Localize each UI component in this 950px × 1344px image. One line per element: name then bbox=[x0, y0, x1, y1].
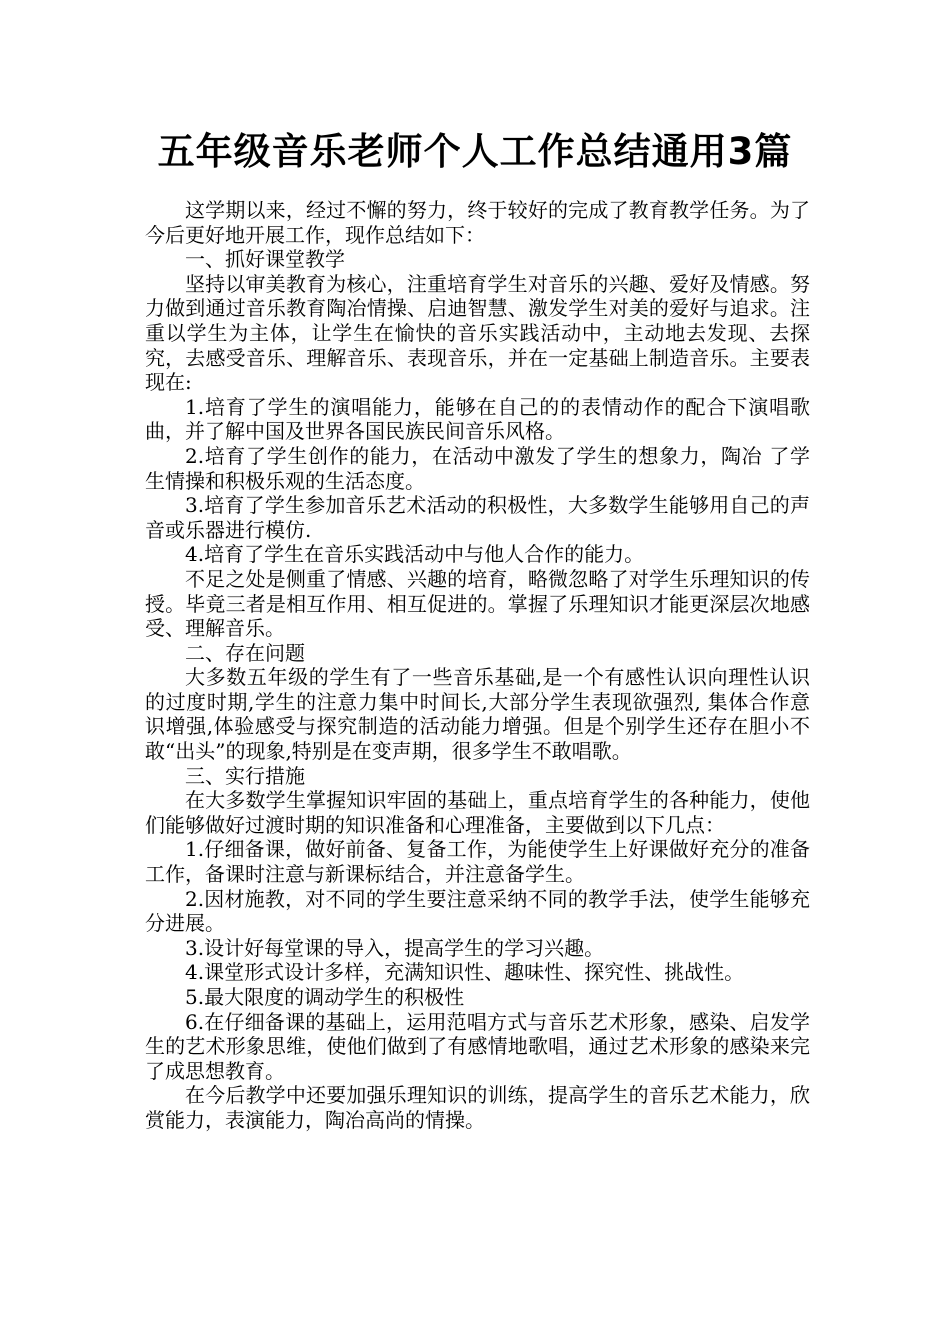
list-item-3-5: 5.最大限度的调动学生的积极性 bbox=[185, 985, 465, 1009]
paragraph-1: 坚持以审美教育为核心，注重培育学生对音乐的兴趣、爱好及情感。努力做到通过音乐教育陶冶情操、启迪智慧、激发学生对美的爱好与追求。注重以学生为主体，让学生在愉快的音乐实践活动中，主动地去发现、去探究，去感受音乐、理解音乐、表现音乐，并在一定基础上制造音乐。主要表现在: bbox=[145, 271, 810, 395]
paragraph-intro: 这学期以来，经过不懈的努力，终于较好的完成了教育教学任务。为了今后更好地开展工作，现作总结如下： bbox=[145, 198, 810, 247]
paragraph-conclusion: 在今后教学中还要加强乐理知识的训练，提高学生的音乐艺术能力，欣赏能力，表演能力，陶冶高尚的情操。 bbox=[145, 1083, 810, 1132]
section-heading-1: 一、抓好课堂教学 bbox=[185, 247, 345, 272]
list-item-3-2: 2.因材施教，对不同的学生要注意采纳不同的教学手法，使学生能够充分进展。 bbox=[145, 886, 810, 936]
list-item-3-1: 1.仔细备课，做好前备、复备工作，为能使学生上好课做好充分的准备工作，备课时注意与新课标结合，并注意备学生。 bbox=[145, 837, 810, 887]
paragraph-3: 在大多数学生掌握知识牢固的基础上，重点培育学生的各种能力，使他们能够做好过渡时期的知识准备和心理准备，主要做到以下几点： bbox=[145, 788, 810, 837]
section-heading-3: 三、实行措施 bbox=[185, 763, 305, 788]
document-body bbox=[145, 198, 810, 1133]
list-item-3-6: 6.在仔细备课的基础上，运用范唱方式与音乐艺术形象，感染、启发学生的艺术形象思维，使他们做到了有感情地歌唱，通过艺术形象的感染来完了成思想教育。 bbox=[145, 1009, 810, 1083]
list-item-1-4: 4.培育了学生在音乐实践活动中与他人合作的能力。 bbox=[185, 542, 645, 567]
list-item-1-3: 3.培育了学生参加音乐艺术活动的积极性，大多数学生能够用自己的声音或乐器进行模仿. bbox=[145, 493, 810, 542]
paragraph-shortcomings: 不足之处是侧重了情感、兴趣的培育，略微忽略了对学生乐理知识的传授。毕竟三者是相互作用、相互促进的。掌握了乐理知识才能更深层次地感受、理解音乐。 bbox=[145, 566, 810, 641]
list-item-1-1: 1.培育了学生的演唱能力，能够在自己的的表情动作的配合下演唱歌曲，并了解中国及世界各国民族民间音乐风格。 bbox=[145, 394, 810, 444]
document-title: 五年级音乐老师个人工作总结通用3篇 bbox=[157, 130, 793, 173]
paragraph-2: 大多数五年级的学生有了一些音乐基础,是一个有感性认识向理性认识的过度时期,学生的注意力集中时间长,大部分学生表现欲强烈, 集体合作意识增强,体验感受与探究制造的活动能力增强。但是个别学生还存在胆小不敢“出头”的现象,特别是在变声期，很多学生不敢唱歌。 bbox=[145, 665, 810, 764]
list-item-3-3: 3.设计好每堂课的导入，提高学生的学习兴趣。 bbox=[185, 935, 605, 960]
section-heading-2: 二、存在问题 bbox=[185, 640, 305, 665]
list-item-3-4: 4.课堂形式设计多样，充满知识性、趣味性、探究性、挑战性。 bbox=[185, 960, 745, 985]
list-item-1-2: 2.培育了学生创作的能力，在活动中激发了学生的想象力，陶冶 了学生情操和积极乐观的生活态度。 bbox=[145, 443, 810, 493]
